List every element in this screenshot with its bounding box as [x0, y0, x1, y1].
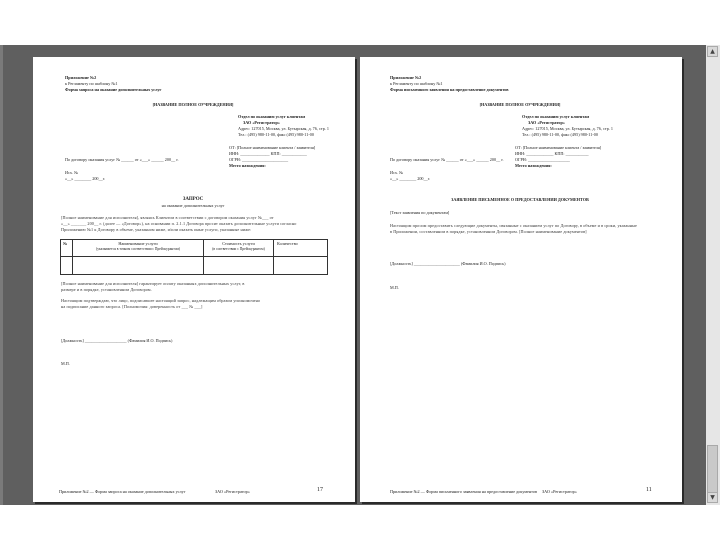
header-line-2: к Регламенту по шаблону №1	[65, 81, 118, 86]
org-line-3: Адрес: 127015, Москва, ул. Бутырская, д. 76, стр. 1	[522, 126, 613, 131]
org-line-1: Отдел по оказанию услуг клиентам	[238, 114, 306, 119]
doc-title: ЗАПРОС	[182, 197, 204, 202]
scroll-up-arrow-icon[interactable]: ▲	[707, 46, 718, 57]
org-line-2: ЗАО «Регистратор»	[243, 120, 280, 125]
page-number: 17	[317, 487, 323, 493]
recipient-line-1: ОТ: [Полное наименование клиента / заявителя]	[515, 145, 602, 150]
header-line-3: Форма письменного заявления на предоставление документов	[390, 87, 509, 92]
contract-line: По договору оказания услуг № ______ от «___» ______ 200__ г.	[65, 157, 179, 162]
body-line-2: в Приложении, составленном в порядке, установленном Договором. [Полное наименование документов]	[390, 229, 587, 234]
header-line-1: Приложение №2	[390, 75, 422, 80]
doc-title: ЗАЯВЛЕНИЕ ПИСЬМЕННОЕ О ПРЕДОСТАВЛЕНИИ ДОКУМЕНТОВ	[451, 197, 589, 202]
table-col-divider-3	[273, 239, 274, 274]
after-table-line-1: [Полное наименование для исполнителя] гарантирует оплату оказанных дополнительных услуг, в	[61, 281, 245, 286]
table-header-service: Наименование услуги	[118, 241, 158, 246]
header-line-3: Форма запроса на оказание дополнительных услуг	[65, 87, 162, 92]
recipient-line-2: ИНН: _____________ КПП: ___________	[515, 151, 589, 156]
org-line-2: ЗАО «Регистратор»	[528, 120, 565, 125]
page-footer-text: Приложение №2 — Форма письменного заявления на предоставление документов	[390, 489, 538, 494]
recipient-line-4: Место нахождения:	[515, 163, 552, 168]
recipient-line-4: Место нахождения:	[229, 163, 266, 168]
table-subheader-service: (указывается в точном соответствии с Прейскурантом)	[96, 247, 180, 251]
scroll-down-arrow-icon[interactable]: ▼	[707, 492, 718, 503]
header-line-1: Приложение №2	[65, 75, 97, 80]
org-line-4: Тел.: (495) 980-11-00, факс (495) 980-11-00	[238, 132, 314, 137]
header-line-2: к Регламенту по шаблону №1	[390, 81, 443, 86]
body-line-1: [Полное наименование для исполнителя], являясь Клиентом в соответствии с договором оказания услуг №___ от	[61, 215, 274, 220]
after-table-line-3: Настоящим подтверждаю, что лицо, подписавшее настоящий запрос, надлежащим образом уполномочено	[61, 298, 261, 303]
after-table-line-2: размере и в порядке, установленном Договором.	[61, 287, 152, 292]
page-number: 11	[646, 487, 652, 493]
vertical-scrollbar[interactable]	[706, 45, 720, 505]
table-header-number: №	[63, 241, 68, 246]
table-subheader-cost: (в соответствии с Прейскурантом)	[212, 247, 265, 251]
outgoing-number: Исх. №	[390, 170, 404, 175]
recipient-line-3: ОГРН: ____________________	[515, 157, 570, 162]
signature-line: [Должность] ______________________ (Фамилия И.О. Подпись)	[390, 261, 506, 266]
after-table-line-4: на подписание данного запроса. [Полномочия: доверенность от ___ № ___]	[61, 304, 203, 309]
document-page-left	[33, 57, 355, 502]
page-footer-company: ЗАО «Регистратор»	[542, 489, 577, 494]
stamp-mark: М.П.	[61, 361, 70, 366]
table-header-quantity: Количество	[277, 241, 298, 246]
signature-line: [Должность] ____________________ (Фамилия И.О. Подпись)	[61, 338, 173, 343]
bracket-title: [НАЗВАНИЕ ПОЛНОЕ ОУЧРЕЖДЕНИЯ]	[152, 102, 234, 107]
table-header-divider	[60, 256, 327, 257]
subject-line: [Текст заявления по документам]	[390, 210, 450, 215]
bracket-title: [НАЗВАНИЕ ПОЛНОЕ ОУЧРЕЖДЕНИЯ]	[479, 102, 561, 107]
stamp-mark: М.П.	[390, 285, 399, 290]
recipient-line-1: ОТ: [Полное наименование клиента / заявителя]	[229, 145, 316, 150]
page-footer-company: ЗАО «Регистратор»	[215, 489, 250, 494]
date-line: «__» ________ 200__г.	[390, 176, 430, 181]
table-header-cost: Стоимость услуги	[222, 241, 255, 246]
viewer-left-edge	[0, 45, 3, 505]
recipient-line-3: ОГРН: ______________________	[229, 157, 289, 162]
org-line-3: Адрес: 127015, Москва, ул. Бутырская, д. 76, стр. 1	[238, 126, 329, 131]
recipient-line-2: ИНН: ______________ КПП: ____________	[229, 151, 307, 156]
scrollbar-thumb[interactable]	[707, 445, 718, 493]
document-page-right	[360, 57, 682, 502]
date-line: «__» ________ 200__г.	[65, 176, 105, 181]
outgoing-number: Исх. №	[65, 170, 79, 175]
body-line-2: «__» _______ 200__ г. (далее — «Договор»), на основании п. 2.1.1 Договора просит оказать дополнительные услуги согласно	[61, 221, 297, 226]
org-line-4: Тел.: (495) 980-11-00, факс (495) 980-11-00	[522, 132, 598, 137]
page-footer-text: Приложение №2 — Форма запроса на оказание дополнительных услуг	[59, 489, 186, 494]
org-line-1: Отдел по оказанию услуг клиентам	[522, 114, 590, 119]
doc-subtitle: на оказание дополнительных услуг	[161, 203, 225, 208]
contract-line: По договору оказания услуг № ______ от «___» ______ 200__ г.	[390, 157, 504, 162]
body-line-1: Настоящим просим предоставить следующие документы, связанные с оказанием услуг по Договору, в объеме и в сроки, указанные	[390, 223, 637, 228]
body-line-3: Приложению №1 к Договору в объеме, указанном ниже, и/или оказать иные услуги, указанные ниже:	[61, 227, 252, 232]
